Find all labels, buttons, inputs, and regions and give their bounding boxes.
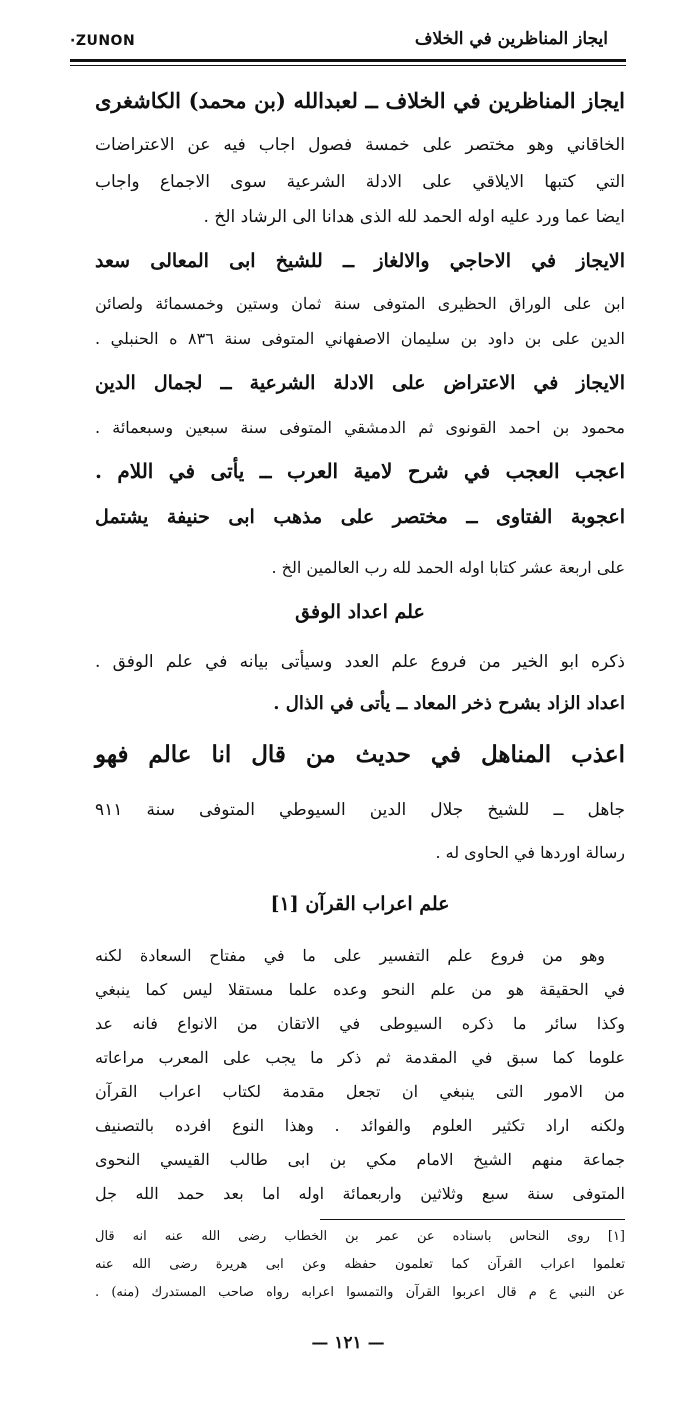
body-line: ايضا عما ورد عليه اوله الحمد لله الذى هدانا الى الرشاد الخ . [203,207,625,227]
body-line: وهو من فروع علم التفسير على ما في مفتاح السعادة لكنه [95,946,605,965]
section-title: علم اعداد الوفق [295,601,425,623]
body-line: المتوفى سنة سبع وثلاثين واربعمائة اوله اما بعد حمد الله جل [95,1184,625,1203]
body-line: علوما كما سبق في المقدمة ثم ذكر ما يجب على المعرب مراعاته [95,1048,625,1067]
body-line: الدين على بن داود بن سليمان الاصفهاني المتوفى سنة ٨٣٦ ه الحنبلي . [95,329,625,348]
body-line: ذكره ابو الخير من فروع علم العدد وسيأتى بيانه في علم الوفق . [95,652,625,672]
body-line: ابن على الوراق الحظيرى المتوفى سنة ثمان وستين وخمسمائة ولصائن [95,294,625,313]
body-line: من الامور التى ينبغي ان تجعل مقدمة لكتاب اعراب القرآن [95,1082,625,1101]
entry-heading-line: اعجوبة الفتاوى ــ مختصر على مذهب ابى حنيفة يشتمل [95,506,625,528]
body-line: التي كتبها الايلاقي على الادلة الشرعية سوى الاجماع واجاب [95,172,625,192]
running-title: ايجاز المناظرين في الخلاف [414,29,608,49]
body-line: في الحقيقة هو من علم النحو وعده علما مستقلا ليس كما ينبغي [95,980,626,999]
body-line: وكذا سائر ما ذكره السيوطى في الاتقان من الانواع فانه عد [95,1014,625,1033]
footnote-line: عن النبي ع م قال اعربوا القرآن والتمسوا اعرابه رواه صاحب المستدرك (منه) . [95,1285,625,1300]
header-rule-thick [70,59,626,62]
body-line: ولكنه اراد تكثير العلوم والفوائد . وهذا النوع افرده بالتصنيف [95,1116,625,1135]
body-line: الخاقاني وهو مختصر على خمسة فصول اجاب فيه عن الاعتراضات [95,135,625,155]
page-code: ·ZUNON [70,33,136,49]
entry-heading-line: ايجاز المناظرين في الخلاف ــ لعبدالله (بن محمد) الكاشغرى [95,88,625,113]
body-line: محمود بن احمد القونوى ثم الدمشقي المتوفى سنة سبعين وسبعمائة . [95,418,625,437]
entry-heading-line: اعجب العجب في شرح لامية العرب ــ يأتى في اللام . [95,459,625,483]
body-line: جاهل ــ للشيخ جلال الدين السيوطي المتوفى سنة ٩١١ [95,800,625,820]
body-line: اعداد الزاد بشرح ذخر المعاد ــ يأتى في الذال . [273,693,625,714]
header-rule-thin [70,65,626,66]
footnote-line: [١] روى النحاس باسناده عن عمر بن الخطاب رضى الله عنه انه قال [95,1229,625,1244]
entry-heading-line: الايجاز في الاعتراض على الادلة الشرعية ــ لجمال الدين [95,372,625,394]
entry-heading-line: اعذب المناهل في حديث من قال انا عالم فهو [95,741,625,768]
body-line: جماعة منهم الشيخ الامام مكي بن ابى طالب القيسي النحوى [95,1150,625,1169]
body-line: على اربعة عشر كتابا اوله الحمد لله رب العالمين الخ . [271,558,625,577]
page-number: — ١٢١ — [311,1333,385,1353]
body-line: رسالة اوردها في الحاوى له . [435,843,625,862]
section-title: علم اعراب القرآن [١] [270,893,450,915]
footnote-line: تعلموا اعراب القرآن كما تعلمون حفظه وعن ابى هريرة رضى الله عنه [95,1257,625,1272]
entry-heading-line: الايجاز في الاحاجي والالغاز ــ للشيخ ابى المعالى سعد [95,250,625,272]
footnote-rule [320,1219,625,1220]
